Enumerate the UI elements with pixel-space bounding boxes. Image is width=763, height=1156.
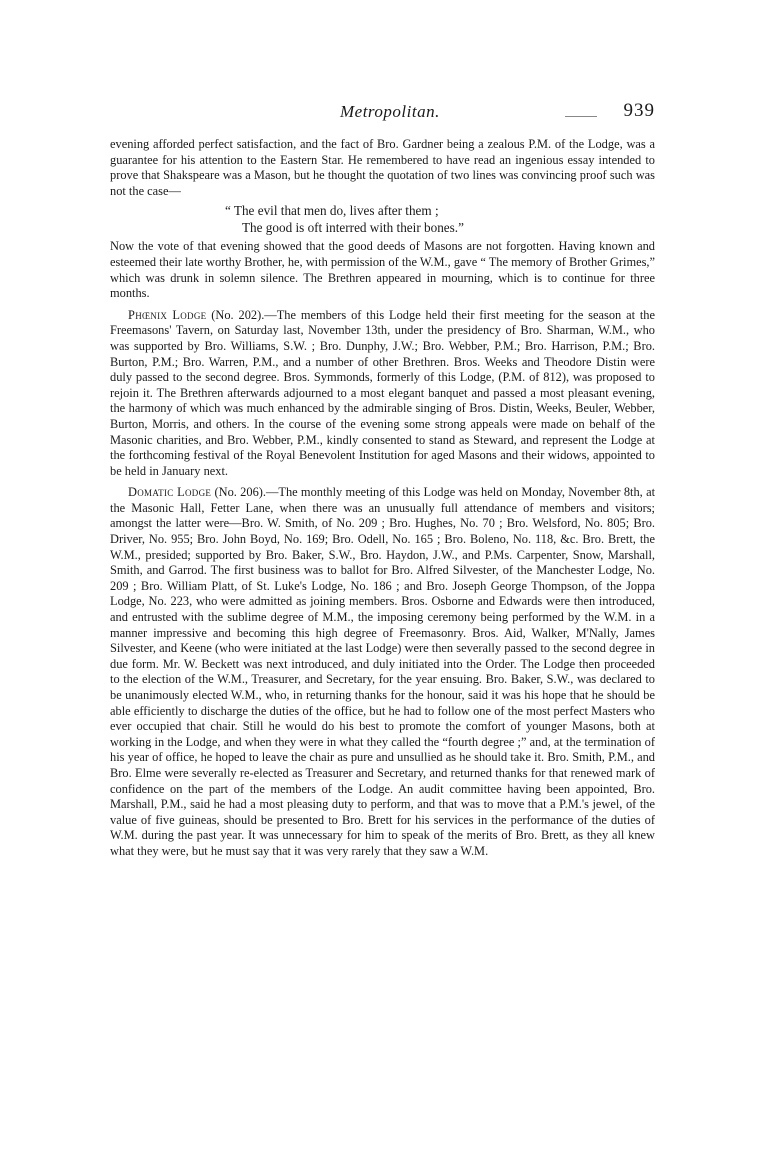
- header-rule: [565, 116, 597, 117]
- article-body: [110, 137, 655, 860]
- domatic-lodge-heading: Domatic Lodge: [128, 485, 212, 500]
- page-header: [110, 98, 655, 128]
- paragraph-continued: evening afforded perfect satisfaction, and the fact of Bro. Gardner being a zealous P.M. of the Lodge, was a guarantee for his attention to the Eastern Star. He remembered to have read an ingenious essay intended to prove that Shakspeare was a Mason, but he thought the quotation of two lines was convincing proof such was not the case—: [110, 137, 655, 198]
- quote-line-2: The good is oft interred with their bones.”: [242, 220, 464, 236]
- quote-line-1: “ The evil that men do, lives after them ;: [225, 203, 439, 219]
- domatic-lodge-text: (No. 206).—The monthly meeting of this Lodge was held on Monday, November 8th, at the Masonic Hall, Fetter Lane, when there was an unusually full attendance of members and visitors; amongst the latter were—Bro. W. Smith, of No. 209 ; Bro. Hughes, No. 70 ; Bro. Welsford, No. 805; Bro. Driver, No. 955; Bro. John Boyd, No. 169; Bro. Odell, No. 165 ; Bro. Boleno, No. 118, &c. Bro. Brett, the W.M., presided; supported by Bro. Baker, S.W., Bro. Haydon, J.W., and P.Ms. Carpenter, Snow, Marshall, Smith, and Garrod. The first business was to ballot for Bro. Alfred Silvester, of the Manchester Lodge, No. 209 ; Bro. William Platt, of St. Luke's Lodge, No. 186 ; and Bro. Joseph George Thompson, of the Joppa Lodge, No. 223, who were admitted as joining members. Bros. Osborne and Edwards were then introduced, and entrusted with the sublime degree of M.M., the imposing ceremony being performed by the W.M. in a manner impressive and becoming this high degree of Freemasonry. Bros. Aid, Walker, M'Nally, James Silvester, and Keene (who were initiated at the last Lodge) were then severally passed to the second degree in due form. Mr. W. Beckett was next introduced, and duly initiated into the Order. The Lodge then proceeded to the election of the W.M., Treasurer, and Secretary, for the year ensuing. Bro. Baker, S.W., was declared to be unanimously elected W.M., who, in returning thanks for the honour, said it was his hope that he should be able efficiently to discharge the duties of the office, but he had to follow one of the most perfect Masters who ever occupied that chair. Still he would do his best to promote the comfort of younger Masons, both at working in the Lodge, and when they were in what they called the “fourth degree ;” and, at the termination of his year of office, he hoped to leave the chair as pure and unsullied as he should take it. Bro. Smith, P.M., and Bro. Elme were severally re-elected as Treasurer and Secretary, and returned thanks for that renewed mark of confidence on the part of the members of the Lodge. An audit committee having been appointed, Bro. Marshall, P.M., said he had a most pleasing duty to perform, and that was to move that a P.M.'s jewel, of the value of five guineas, should be presented to Bro. Brett for his services in the performance of the duties of W.M. during the past year. It was unnecessary for him to speak of the merits of Bro. Brett, as they all knew what they were, but he must say that it was very rarely that they saw a W.M.: [110, 485, 656, 858]
- phoenix-lodge-heading: Phœnix Lodge: [128, 307, 207, 322]
- phoenix-lodge-text: (No. 202).—The members of this Lodge held their first meeting for the season at the Freemasons' Tavern, on Saturday last, November 13th, under the presidency of Bro. Sharman, W.M., who was supported by Bro. Williams, S.W. ; Bro. Dunphy, J.W.; Bro. Webber, P.M.; Bro. Harrison, P.M.; Bro. Burton, P.M.; Bro. Warren, P.M., and a number of other Brethren. Bros. Weeks and Theodore Distin were duly passed to the second degree. Bros. Symmonds, formerly of this Lodge, (P.M. of 812), was proposed to rejoin it. The Brethren afterwards adjourned to a most elegant banquet and passed a most pleasant evening, the harmony of which was much enhanced by the admirable singing of Bros. Distin, Weeks, Beuler, Webber, Burton, Morris, and others. In the course of the evening some strong appeals were made on behalf of the Masonic charities, and Bro. Webber, P.M., kindly consented to stand as Steward, and represent the Lodge at the forthcoming festival of the Royal Benevolent Institution for aged Masons and their widows, appointed to be held in January next.: [110, 307, 656, 478]
- page-number: 939: [623, 100, 655, 121]
- paragraph-domatic-lodge: [110, 485, 655, 859]
- paragraph-memory: Now the vote of that evening showed that the good deeds of Masons are not forgotten. Having known and esteemed their late worthy Brother, he, with permission of the W.M., gave “ The memory of Brother Grimes,” which was drunk in solemn silence. The Brethren appeared in mourning, which is to continue for three months.: [110, 239, 655, 301]
- paragraph-phoenix-lodge: [110, 308, 655, 480]
- running-title: Metropolitan.: [340, 102, 440, 121]
- shakespeare-quote: [110, 202, 655, 236]
